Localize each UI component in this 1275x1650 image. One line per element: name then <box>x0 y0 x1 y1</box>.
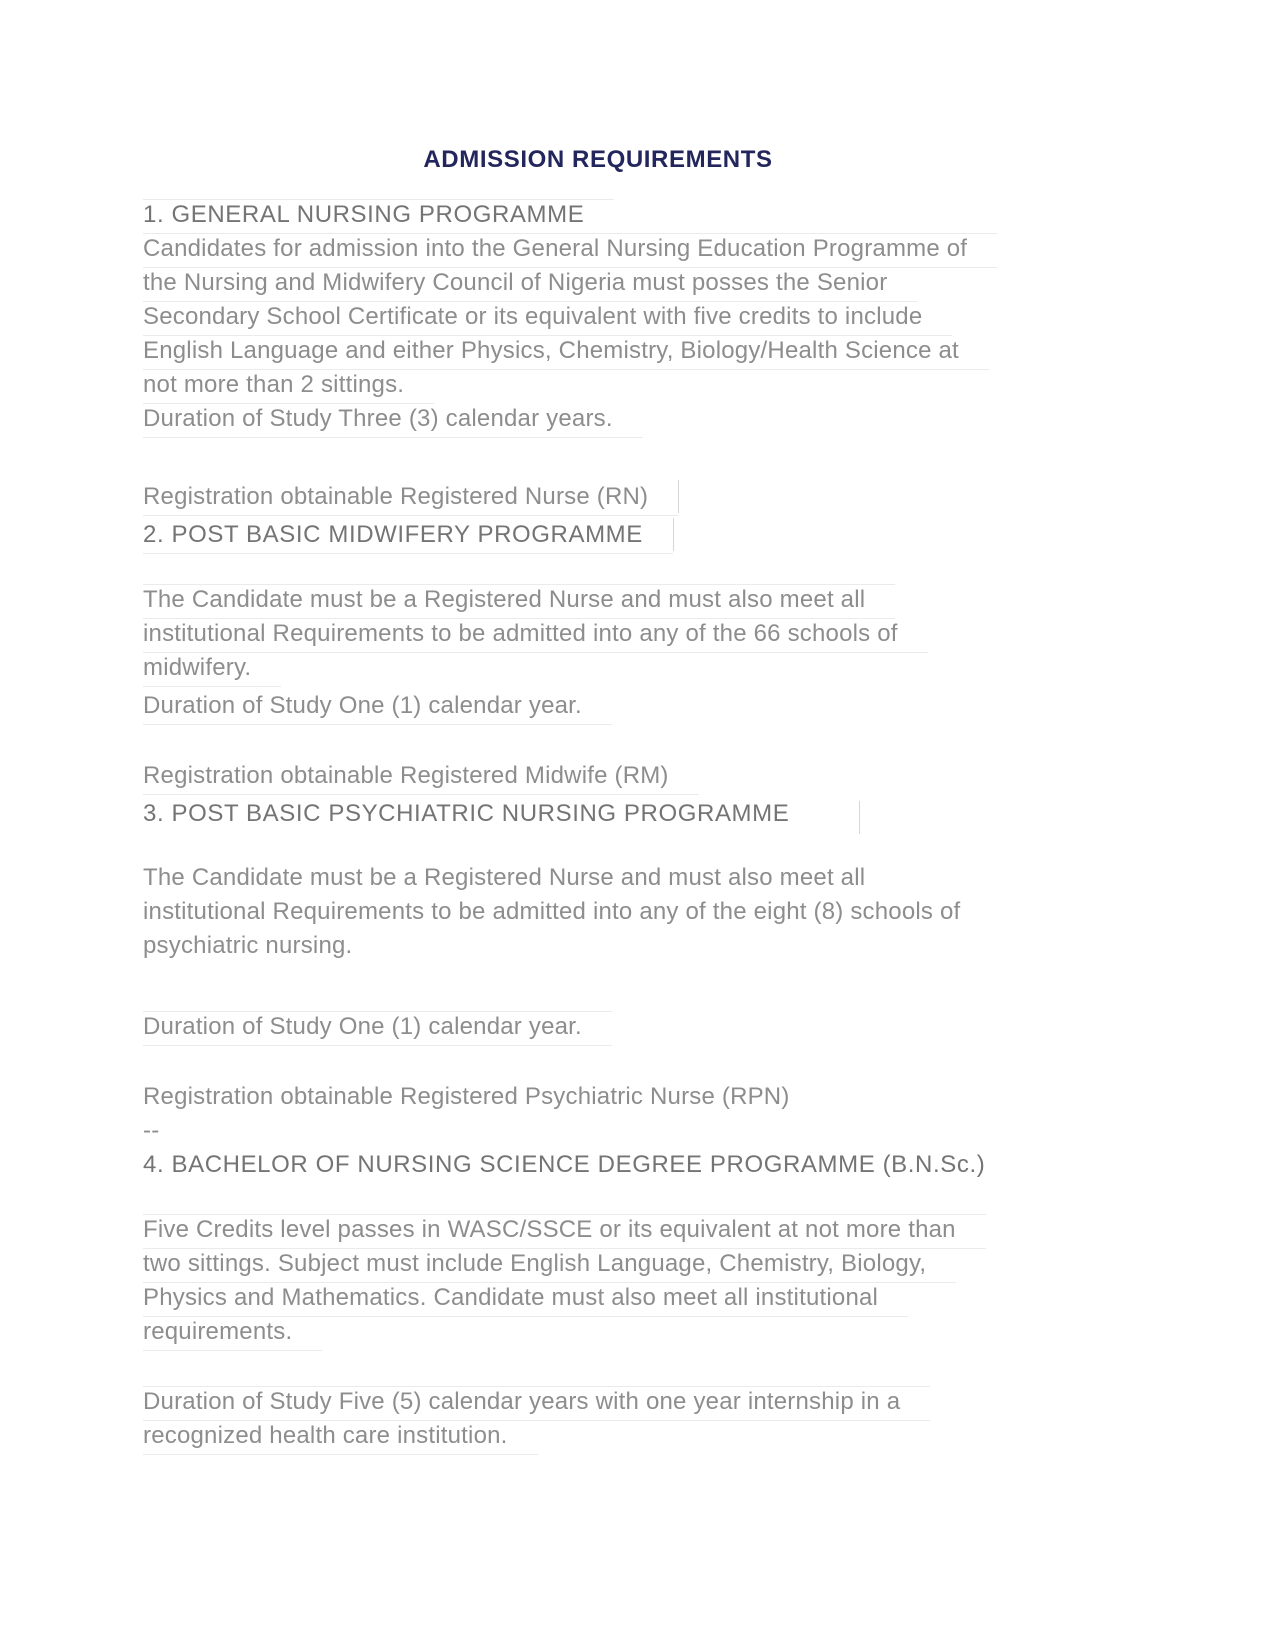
section-1-heading: 1. GENERAL NURSING PROGRAMME <box>143 198 1053 232</box>
body-line: institutional Requirements to be admitted into any of the eight (8) schools of <box>143 898 961 925</box>
page-title: ADMISSION REQUIREMENTS <box>423 146 773 173</box>
body-line: the Nursing and Midwifery Council of Nigeria must posses the Senior <box>143 266 1053 300</box>
duration-line: Duration of Study One (1) calendar year. <box>143 1010 1053 1044</box>
body-line: requirements. <box>143 1315 1053 1349</box>
body-line: two sittings. Subject must include English Language, Chemistry, Biology, <box>143 1247 1053 1281</box>
body-line: not more than 2 sittings. <box>143 368 1053 402</box>
body-line: psychiatric nursing. <box>143 932 353 959</box>
registration-line: Registration obtainable Registered Nurse (RN) <box>143 480 1053 514</box>
body-line: The Candidate must be a Registered Nurse and must also meet all <box>143 864 866 891</box>
body-line: institutional Requirements to be admitted into any of the 66 schools of <box>143 617 1053 651</box>
registration-line: Registration obtainable Registered Psychiatric Nurse (RPN) <box>143 1083 790 1110</box>
duration-line: Duration of Study One (1) calendar year. <box>143 689 1053 723</box>
registration-line: Registration obtainable Registered Midwife (RM) <box>143 759 1053 793</box>
cell-border-rule <box>678 480 679 513</box>
body-line: Candidates for admission into the General Nursing Education Programme of <box>143 232 1053 266</box>
cell-border-rule <box>859 801 860 834</box>
body-line: The Candidate must be a Registered Nurse and must also meet all <box>143 583 1053 617</box>
section-2-heading: 2. POST BASIC MIDWIFERY PROGRAMME <box>143 518 1053 552</box>
document-body <box>143 0 1053 1453</box>
body-line: midwifery. <box>143 651 1053 685</box>
duration-line: Duration of Study Five (5) calendar years with one year internship in a <box>143 1385 1053 1419</box>
cell-border-rule <box>673 518 674 551</box>
separator-line: -- <box>143 1117 160 1144</box>
duration-line: Duration of Study Three (3) calendar years. <box>143 402 1053 436</box>
section-4-heading: 4. BACHELOR OF NURSING SCIENCE DEGREE PROGRAMME (B.N.Sc.) <box>143 1151 986 1178</box>
section-3-heading: 3. POST BASIC PSYCHIATRIC NURSING PROGRAMME <box>143 795 1053 829</box>
body-line: Five Credits level passes in WASC/SSCE or its equivalent at not more than <box>143 1213 1053 1247</box>
body-line: Physics and Mathematics. Candidate must also meet all institutional <box>143 1281 1053 1315</box>
body-line: English Language and either Physics, Chemistry, Biology/Health Science at <box>143 334 1053 368</box>
duration-line: recognized health care institution. <box>143 1419 1053 1453</box>
body-line: Secondary School Certificate or its equivalent with five credits to include <box>143 300 1053 334</box>
